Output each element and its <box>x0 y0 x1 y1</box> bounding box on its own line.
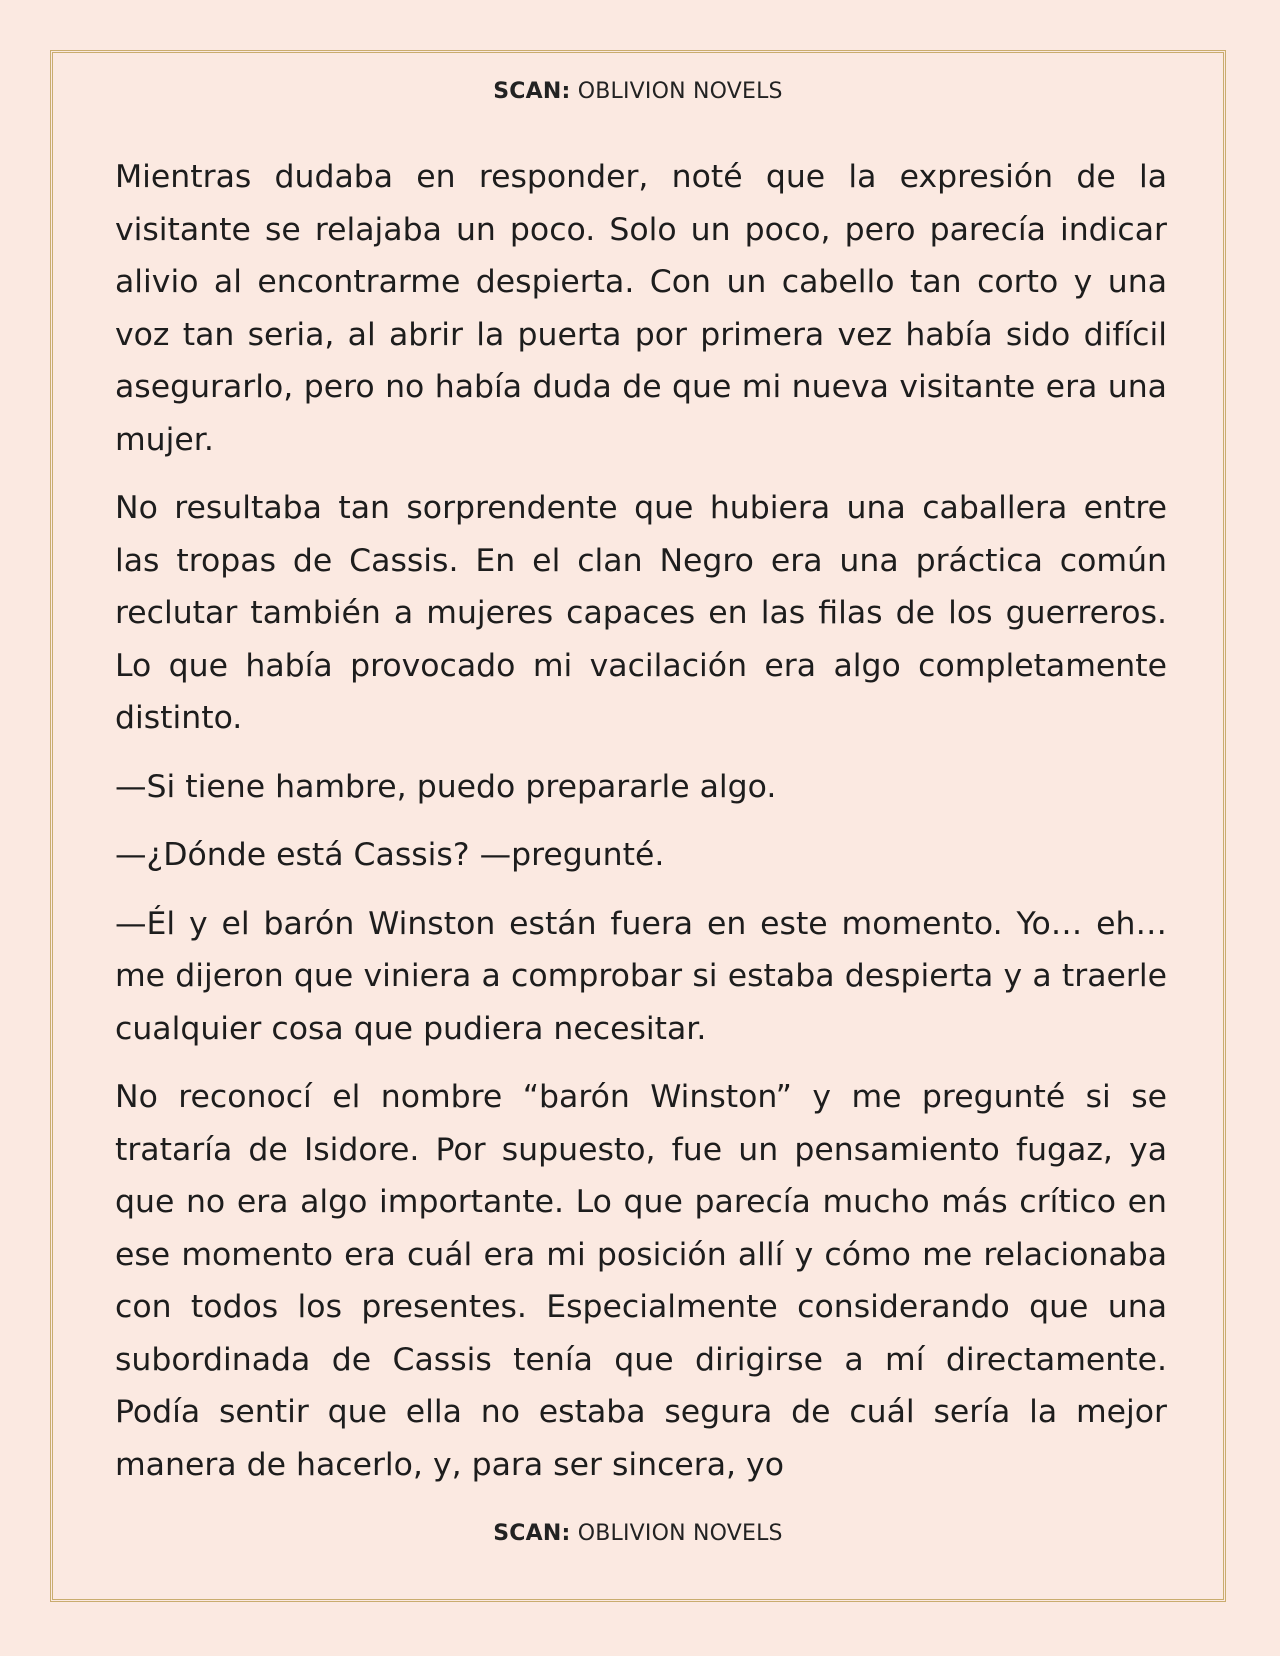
scan-credit-source: OBLIVION NOVELS <box>570 1521 783 1546</box>
page-text <box>115 151 1167 1483</box>
scan-credit-label: SCAN: <box>493 79 571 104</box>
scan-credit-header <box>53 79 1223 104</box>
paragraph: No reconocí el nombre “barón Winston” y me pregunté si se trataría de Isidore. Por supuesto, fue un pensamiento fugaz, ya que no era algo importante. Lo que parecía mucho más crítico en ese momento era cuál era mi posición allí y cómo me relacionaba con todos los presentes. Especialmente considerando que una subordinada de Cassis tenía que dirigirse a mí directamente. Podía sentir que ella no estaba segura de cuál sería la mejor manera de hacerlo, y, para ser sincera, yo <box>115 1079 1167 1483</box>
page-frame <box>50 50 1226 1602</box>
paragraph: No resultaba tan sorprendente que hubiera una caballera entre las tropas de Cassis. En el clan Negro era una práctica común reclutar también a mujeres capaces en las filas de los guerreros. Lo que había provocado mi vacilación era algo completamente distinto. <box>115 490 1167 736</box>
scan-credit-source: OBLIVION NOVELS <box>570 79 783 104</box>
dialogue-line: —Él y el barón Winston están fuera en este momento. Yo… eh… me dijeron que viniera a comprobar si estaba despierta y a traerle cualquier cosa que pudiera necesitar. <box>115 905 1167 1047</box>
scan-credit-label: SCAN: <box>493 1521 571 1546</box>
scan-credit-footer <box>53 1521 1223 1546</box>
paragraph: Mientras dudaba en responder, noté que la expresión de la visitante se relajaba un poco. Solo un poco, pero parecía indicar alivio al encontrarme despierta. Con un cabello tan corto y una voz tan seria, al abrir la puerta por primera vez había sido difícil asegurarlo, pero no había duda de que mi nueva visitante era una mujer. <box>115 159 1167 458</box>
dialogue-line: —¿Dónde está Cassis? —pregunté. <box>115 837 665 873</box>
dialogue-line: —Si tiene hambre, puedo prepararle algo. <box>115 768 777 805</box>
